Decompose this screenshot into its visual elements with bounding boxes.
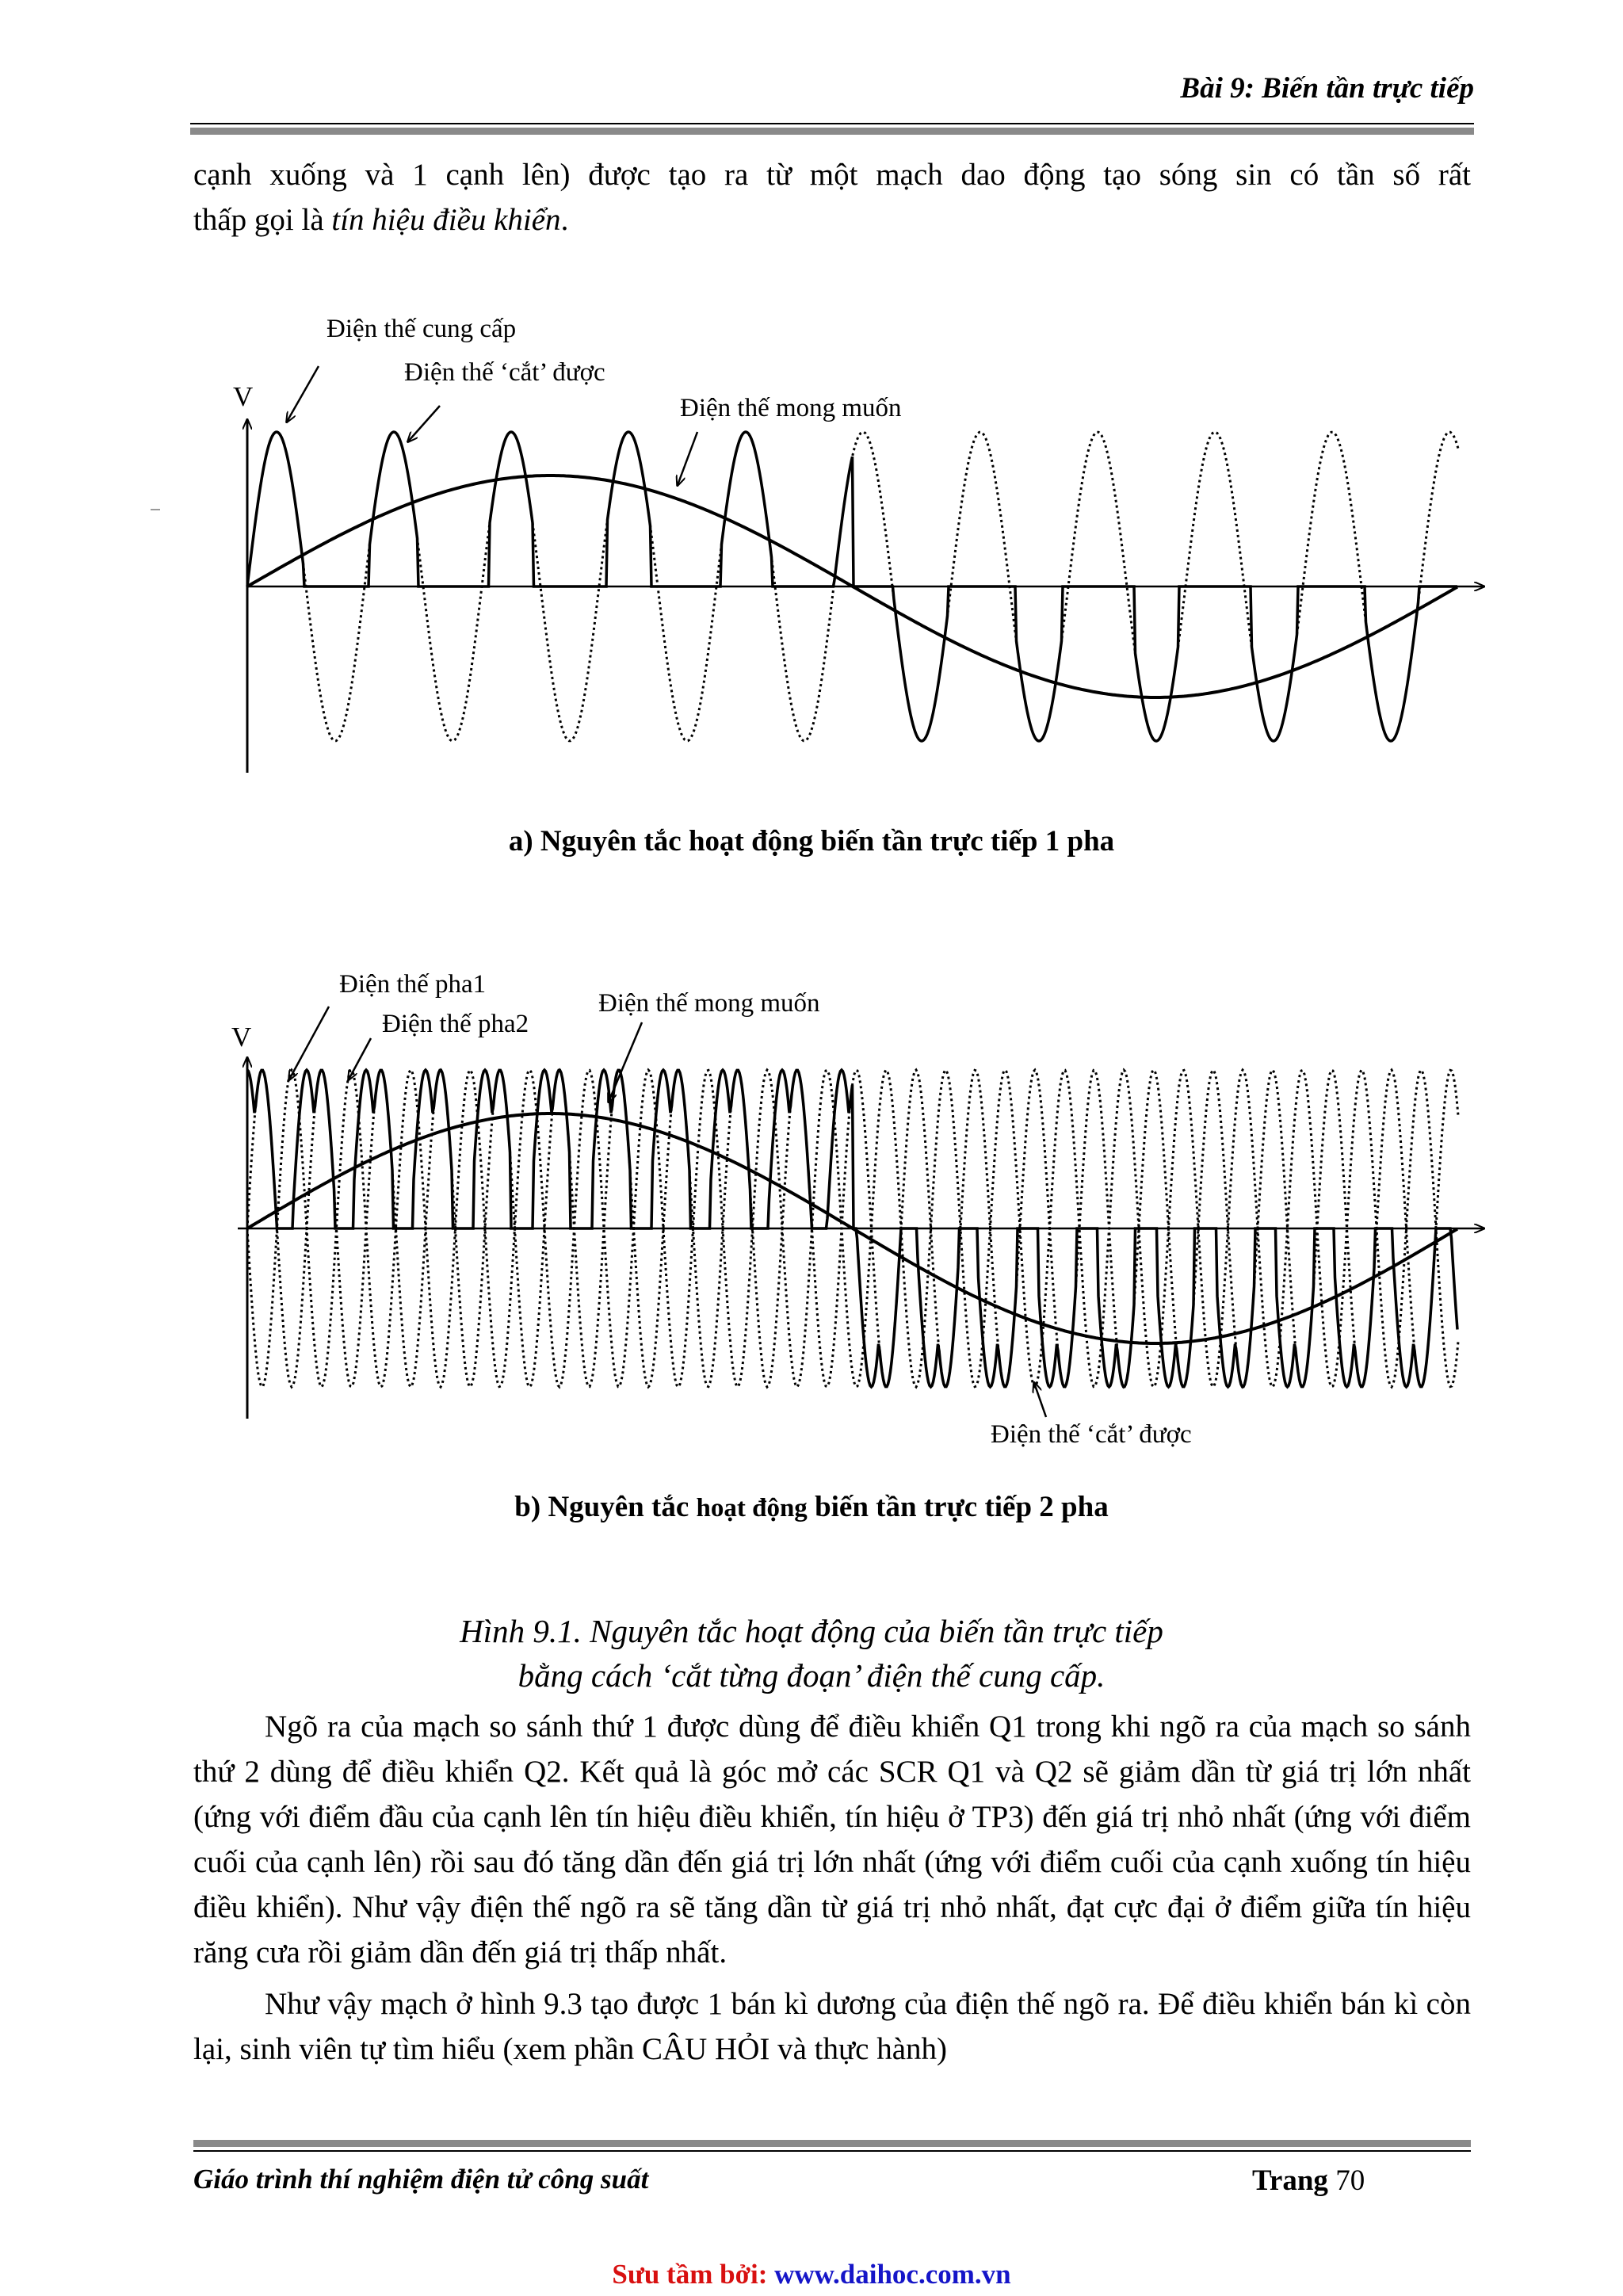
figure-b-axis-v-label: V [231, 1022, 252, 1052]
figure-b-phase1-pointer [289, 1007, 329, 1079]
source-credit: Sưu tầm bởi: www.daihoc.com.vn [612, 2259, 1011, 2290]
figure-a-desired-pointer [678, 432, 697, 485]
figure-caption-line-2: bằng cách ‘cắt từng đoạn’ điện thế cung cấp. [517, 1657, 1106, 1694]
intro-line-2: thấp gọi là tín hiệu điều khiển. [193, 203, 569, 237]
figure-a [233, 315, 1484, 773]
figure-b-phase2-label: Điện thế pha2 [382, 1010, 529, 1038]
figure-a-cut-label: Điện thế ‘cắt’ được [404, 358, 605, 387]
figure-b-cut-label: Điện thế ‘cắt’ được [991, 1420, 1192, 1449]
source-url[interactable]: www.daihoc.com.vn [774, 2259, 1011, 2290]
figure-a-supply-pointer [287, 366, 319, 422]
figure-b-cut-pointer [1034, 1383, 1046, 1417]
margin-mark [151, 509, 160, 510]
figure-b-desired-label: Điện thế mong muốn [598, 989, 820, 1018]
figure-caption-line-1: Hình 9.1. Nguyên tắc hoạt động của biến tần trực tiếp [460, 1613, 1163, 1649]
body-paragraph-2: Như vậy mạch ở hình 9.3 tạo được 1 bán kì dương của điện thế ngõ ra. Để điều khiển bán kì còn lại, sinh viên tự tìm hiểu (xem phần CÂU HỎI và thực hành) [193, 1987, 1471, 2066]
figure-a-cut-pointer [408, 406, 440, 441]
chapter-title: Bài 9: Biến tần trực tiếp [1180, 72, 1474, 105]
page-number: Trang 70 [1252, 2164, 1365, 2197]
course-title: Giáo trình thí nghiệm điện tử công suất [193, 2164, 649, 2195]
figure-a-axis-v-label: V [233, 381, 254, 412]
figure-b [231, 970, 1484, 1449]
figure-a-supply-label: Điện thế cung cấp [327, 315, 517, 343]
figure-b-phase1-label: Điện thế pha1 [339, 970, 487, 999]
figure-a-caption: a) Nguyên tắc hoạt động biến tần trực tiếp 1 pha [508, 825, 1115, 858]
figure-b-desired-pointer [609, 1022, 642, 1102]
figure-a-desired-label: Điện thế mong muốn [680, 394, 902, 422]
figure-caption [0, 1609, 1623, 1698]
figure-b-caption: b) Nguyên tắc hoạt động biến tần trực tiếp 2 pha [514, 1491, 1109, 1523]
control-signal-term: tín hiệu điều khiển [331, 203, 561, 237]
footer-rule [193, 2140, 1471, 2152]
body-paragraph-1: Ngõ ra của mạch so sánh thứ 1 được dùng để điều khiển Q1 trong khi ngõ ra của mạch so sánh thứ 2 dùng để điều khiển Q2. Kết quả là góc mở các SCR Q1 và Q2 sẽ giảm dần từ giá trị lớn nhất (ứng với điểm đầu của cạnh lên tín hiệu điều khiển, tín hiệu ở TP3) đến giá trị nhỏ nhất (ứng với điểm cuối của cạnh lên) rồi sau đó tăng dần đến giá trị lớn nhất (ứng với điểm cuối của cạnh xuống tín hiệu điều khiển). Như vậy điện thế ngõ ra sẽ tăng dần từ giá trị nhỏ nhất, đạt cực đại ở điểm giữa tín hiệu răng cưa rồi giảm dần đến giá trị thấp nhất. [193, 1710, 1471, 1969]
intro-line-1: cạnh xuống và 1 cạnh lên) được tạo ra từ một mạch dao động tạo sóng sin có tần số rất [193, 158, 1471, 192]
